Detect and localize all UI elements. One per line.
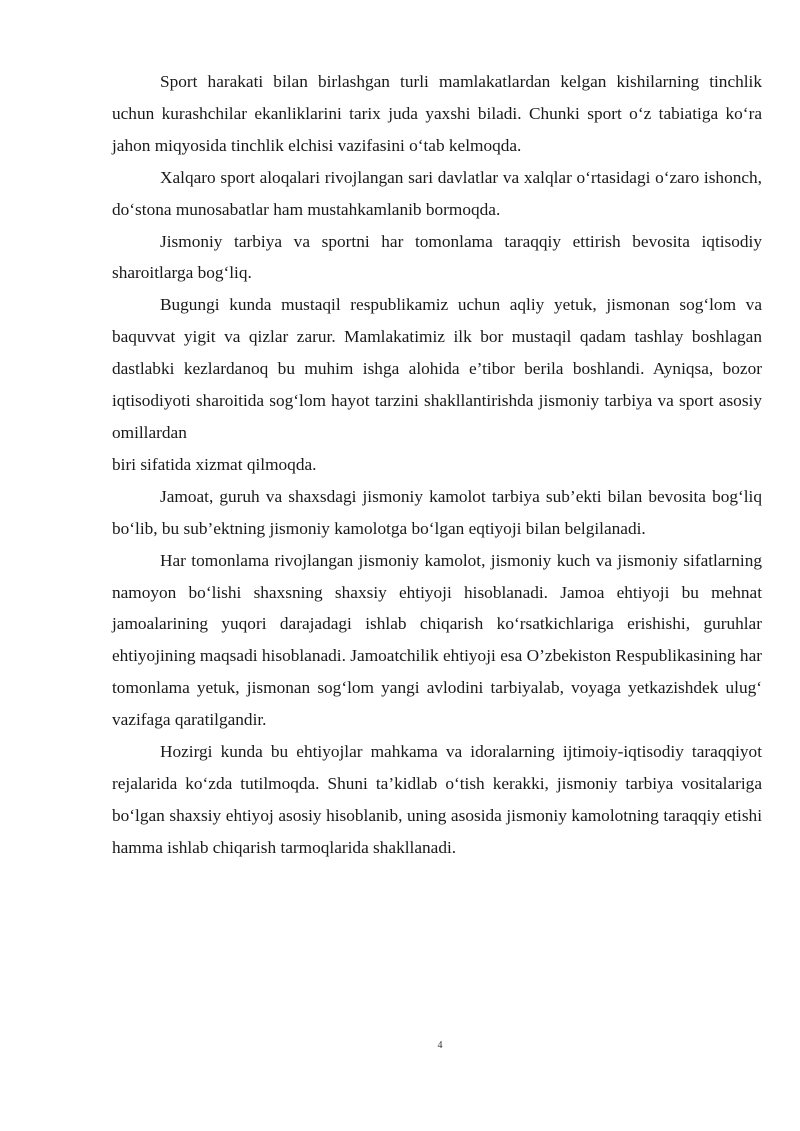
paragraph-5: Jamoat, guruh va shaxsdagi jismoniy kamolot tarbiya sub’ekti bilan bevosita bog‘liq bo‘lib, bu sub’ektning jismoniy kamolotga bo‘lgan eqtiyoji bilan belgilanadi.: [112, 486, 762, 538]
paragraph-2: Xalqaro sport aloqalari rivojlangan sari davlatlar va xalqlar o‘rtasidagi o‘zaro ishonch, do‘stona munosabatlar ham mustahkamlanib bormoqda.: [112, 167, 762, 219]
paragraph-7: Hozirgi kunda bu ehtiyojlar mahkama va idoralarning ijtimoiy-iqtisodiy taraqqiyot rejalarida ko‘zda tutilmoqda. Shuni ta’kidlab o‘tish kerakki, jismoniy tarbiya vositalariga bo‘lgan shaxsiy ehtiyoj asosiy hisoblanib, uning asosida jismoniy kamolotning taraqqiy etishi hamma ishlab chiqarish tarmoqlarida shakllanadi.: [112, 742, 762, 857]
paragraph-1: Sport harakati bilan birlashgan turli mamlakatlardan kelgan kishilarning tinchlik uchun kurashchilar ekanliklarini tarix juda yaxshi biladi. Chunki sport o‘z tabiatiga ko‘ra jahon miqyosida tinchlik elchisi vazifasini o‘tab kelmoqda.: [112, 72, 762, 155]
body-text: [112, 66, 762, 864]
paragraph-3: Jismoniy tarbiya va sportni har tomonlama taraqqiy ettirish bevosita iqtisodiy sharoitlarga bog‘liq.: [112, 231, 762, 283]
paragraph-4: Bugungi kunda mustaqil respublikamiz uchun aqliy yetuk, jismonan sog‘lom va baquvvat yigit va qizlar zarur. Mamlakatimiz ilk bor mustaqil qadam tashlay boshlagan dastlabki kezlardanoq bu muhim ishga alohida e’tibor berila boshlandi. Ayniqsa, bozor iqtisodiyoti sharoitida sog‘lom hayot tarzini shakllantirishda jismoniy tarbiya va sport asosiy omillardan: [112, 295, 762, 442]
paragraph-4-continuation: biri sifatida xizmat qilmoqda.: [112, 454, 317, 474]
paragraph-6: Har tomonlama rivojlangan jismoniy kamolot, jismoniy kuch va jismoniy sifatlarning namoyon bo‘lishi shaxsning shaxsiy ehtiyoji hisoblanadi. Jamoa ehtiyoji bu mehnat jamoalarining yuqori darajadagi ishlab chiqarish ko‘rsatkichlariga erishishi, guruhlar ehtiyojining maqsadi hisoblanadi. Jamoatchilik ehtiyoji esa O’zbekiston Respublikasining har tomonlama yetuk, jismonan sog‘lom yangi avlodini tarbiyalab, voyaga yetkazishdek ulug‘ vazifaga qaratilgandir.: [112, 550, 762, 730]
page-number: 4: [437, 1040, 443, 1051]
